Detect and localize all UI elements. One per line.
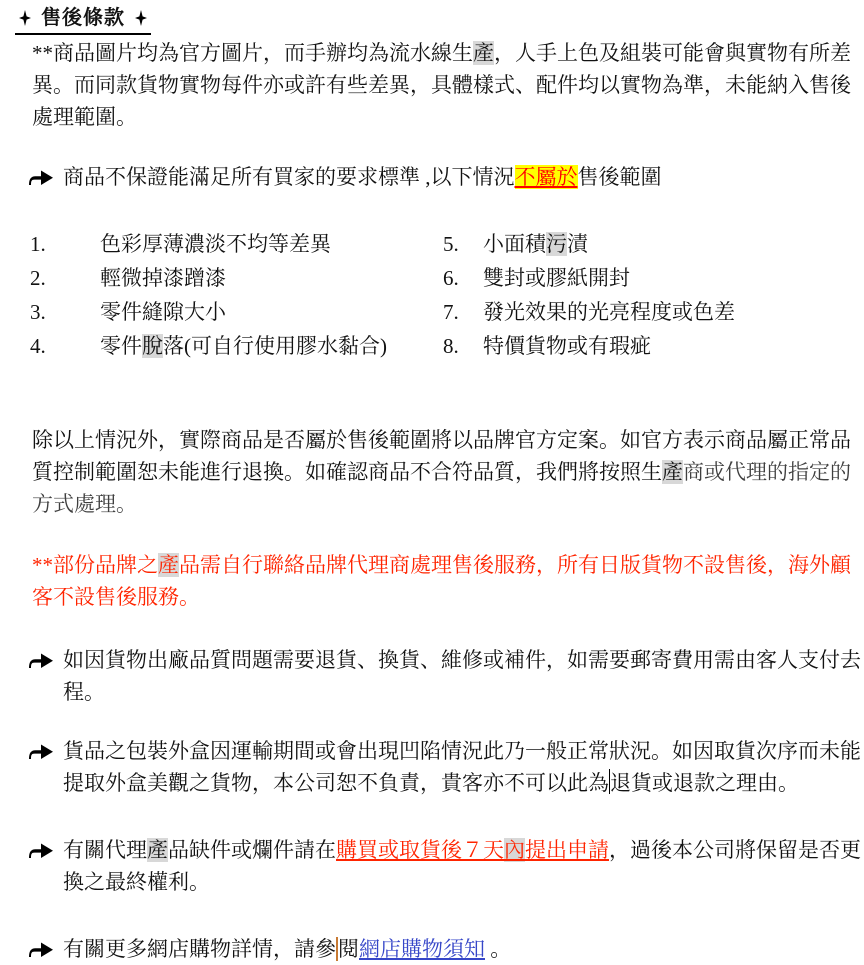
list-item bbox=[30, 295, 443, 329]
list-item bbox=[443, 329, 651, 363]
list-row bbox=[30, 261, 864, 295]
claim-deadline-text: 購買或取貨後７天 bbox=[336, 838, 504, 862]
brand-notice-paragraph bbox=[32, 549, 862, 613]
exclusion-list bbox=[30, 227, 864, 363]
claim-row bbox=[27, 834, 862, 898]
substituted-glyph: 污 bbox=[546, 232, 567, 256]
item-number: 2. bbox=[30, 266, 46, 290]
right-arrow-icon bbox=[27, 842, 54, 859]
substituted-glyph: 產 bbox=[473, 41, 494, 65]
substituted-glyph: 產 bbox=[662, 460, 683, 484]
list-item bbox=[443, 295, 735, 329]
more-info-text: 。 bbox=[485, 937, 512, 961]
notice-row bbox=[27, 161, 862, 193]
list-row bbox=[30, 227, 864, 261]
substituted-glyph: 產 bbox=[147, 838, 168, 862]
shipping-row bbox=[27, 644, 862, 708]
item-text: 漬 bbox=[567, 232, 588, 256]
brand-notice-text: 品需自行聯絡品牌代理商處理售後服務，所有日版貨物不設售後，海外顧客不設售後服務。 bbox=[32, 553, 851, 609]
packaging-text: 退貨或退款之理由。 bbox=[610, 771, 799, 795]
notice-text: 商品不保證能滿足所有買家的要求標準 ,以下情況 bbox=[63, 165, 515, 189]
claim-text: 品缺件或爛件請在 bbox=[168, 838, 336, 862]
list-item bbox=[30, 329, 443, 363]
notice-text: 售後範圍 bbox=[577, 165, 662, 189]
packaging-text: 貨品之包裝外盒因運輸期間或會出現凹陷情況此乃一般正常狀況。如因取貨次序而未能提取外盒美觀之貨物，本公司恕不負責，貴客亦不可以此為 bbox=[63, 739, 861, 795]
list-item bbox=[30, 227, 443, 261]
intro-text: **商品圖片均為官方圖片，而手辦均為流水線生 bbox=[32, 41, 473, 65]
decision-text: 商或代理的指定的方式處理。 bbox=[32, 460, 851, 516]
item-number: 1. bbox=[30, 232, 46, 256]
item-text: 雙封或膠紙開封 bbox=[483, 266, 630, 290]
shipping-text: 如因貨物出廠品質問題需要退貨、換貨、維修或補件，如需要郵寄費用需由客人支付去程。 bbox=[63, 648, 861, 704]
item-number: 7. bbox=[443, 300, 459, 324]
page-title-text: 售後條款 bbox=[41, 7, 125, 29]
brand-notice-text: **部份品牌之 bbox=[32, 553, 158, 577]
item-text: 零件 bbox=[100, 334, 142, 358]
right-arrow-icon bbox=[27, 652, 54, 669]
item-number: 5. bbox=[443, 232, 459, 256]
intro-text: ，人手上色及組裝可能會與實物有所差異。而同款貨物實物每件亦或許有些差異，具體樣式、配件均以實物為準，未能納入售後處理範圍。 bbox=[32, 41, 851, 129]
item-number: 6. bbox=[443, 266, 459, 290]
item-text: 落(可自行使用膠水黏合) bbox=[163, 334, 387, 358]
more-info-text: 有關更多網店購物詳情，請參 bbox=[63, 937, 336, 961]
item-text: 輕微掉漆蹭漆 bbox=[100, 266, 226, 290]
claim-deadline-text: 提出申請 bbox=[525, 838, 609, 862]
page-title bbox=[15, 7, 151, 35]
packaging-row bbox=[27, 735, 862, 799]
more-info-row bbox=[27, 933, 862, 965]
item-text: 發光效果的光亮程度或色差 bbox=[483, 300, 735, 324]
list-row bbox=[30, 329, 864, 363]
item-number: 3. bbox=[30, 300, 46, 324]
substituted-glyph: 脫 bbox=[142, 334, 163, 358]
intro-paragraph bbox=[32, 37, 862, 133]
decision-text: 除以上情況外，實際商品是否屬於售後範圍將以品牌官方定案。如官方表示商品屬正常品質控制範圍恕未能進行退換。如確認商品不合符品質，我們將按照生 bbox=[32, 428, 851, 484]
item-text: 特價貨物或有瑕疵 bbox=[483, 334, 651, 358]
item-text: 色彩厚薄濃淡不均等差異 bbox=[100, 232, 331, 256]
item-text: 零件縫隙大小 bbox=[100, 300, 226, 324]
right-arrow-icon bbox=[27, 941, 54, 958]
list-item bbox=[443, 261, 630, 295]
four-pointed-star-icon bbox=[19, 9, 31, 32]
substituted-glyph: 產 bbox=[158, 553, 179, 577]
more-info-text: 閱 bbox=[338, 937, 359, 961]
decision-paragraph bbox=[32, 424, 862, 520]
notice-highlight: 不屬於 bbox=[514, 165, 578, 189]
list-item bbox=[30, 261, 443, 295]
item-number: 4. bbox=[30, 334, 46, 358]
claim-text: ，過後本公司將保留是否更換之最終權利。 bbox=[63, 838, 861, 894]
right-arrow-icon bbox=[27, 169, 54, 186]
list-row bbox=[30, 295, 864, 329]
item-text: 小面積 bbox=[483, 232, 546, 256]
substituted-glyph: 內 bbox=[504, 838, 525, 862]
claim-text: 有關代理 bbox=[63, 838, 147, 862]
right-arrow-icon bbox=[27, 743, 54, 760]
store-shopping-guide-link[interactable]: 網店購物須知 bbox=[359, 937, 485, 961]
item-number: 8. bbox=[443, 334, 459, 358]
list-item bbox=[443, 227, 588, 261]
four-pointed-star-icon bbox=[135, 9, 147, 32]
